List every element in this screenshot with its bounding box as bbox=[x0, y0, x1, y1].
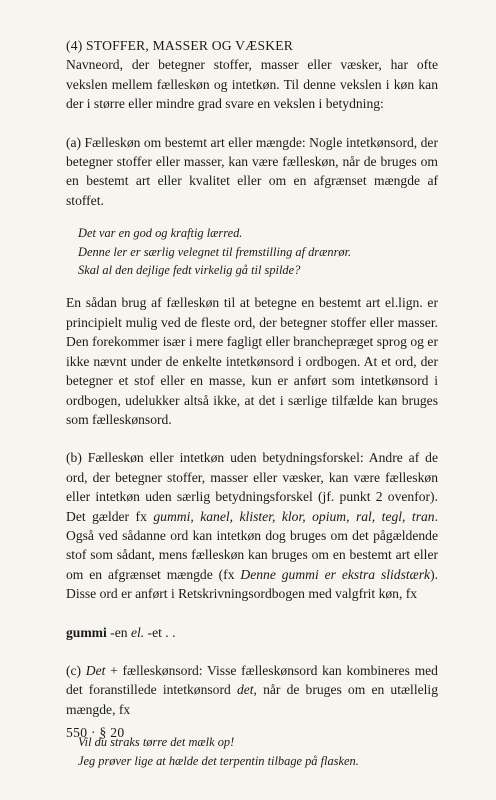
part-b-paragraph bbox=[66, 448, 438, 603]
entry-inflection: -et . . bbox=[144, 624, 176, 640]
part-b-inline-example: Denne gummi er ekstra slidstærk bbox=[240, 566, 431, 582]
part-b-text: (b) Fælleskøn eller intetkøn uden betydningsforskel: Andre af de ord, der betegner stoffer, masser eller væsker, kan være fælleskøn eller intetkøn uden særlig betydningsforskel (jf. punkt 2 ovenfor). Det gælder fx bbox=[66, 450, 438, 524]
part-b-text: . Også ved sådanne ord kan intetkøn dog bruges om det pågældende stof som sådant, mens fælleskøn kan bruges om en bestemt art eller om en afgrænset mængde (fx bbox=[66, 508, 438, 582]
part-c-examples bbox=[78, 733, 438, 770]
part-c-paragraph bbox=[66, 661, 438, 719]
part-a-followup: En sådan brug af fælleskøn til at betegne en bestemt art el.lign. er principielt mulig ved de fleste ord, der betegner stoffer eller masser. Den forekommer især i mere fagligt eller branchepræget sprog og er ikke nævnt under de enkelte intetkønsord i ordbogen. At et ord, der betegner et stof eller en masse, kun er anført som intetkønsord i ordbogen, udelukker altså ikke, at det i særlige tilfælde kan bruges som fælleskønsord. bbox=[66, 295, 438, 427]
example-line: Vil du straks tørre det mælk op! bbox=[78, 735, 235, 750]
part-a-examples bbox=[78, 224, 438, 279]
example-line: Denne ler er særlig velegnet til fremstilling af drænrør. bbox=[78, 244, 352, 259]
part-a-paragraph: (a) Fælleskøn om bestemt art eller mængde: Nogle intetkønsord, der betegner stoffer eller masser, kan være fælleskøn, når de bruges om en bestemt art eller kvalitet eller om en afgrænset mængde af stoffet. bbox=[66, 134, 438, 208]
entry-inflection: -en bbox=[106, 624, 131, 640]
section-heading: (4) STOFFER, MASSER OG VÆSKER bbox=[66, 38, 294, 53]
part-c-text: + fælleskønsord: Visse fælleskønsord kan kombineres med det foranstillede intetkønsord bbox=[66, 662, 438, 698]
part-c-det: Det bbox=[85, 662, 106, 678]
part-b-text: ). Disse ord er anført i Retskrivningsordbogen med valgfrit køn, fx bbox=[66, 566, 438, 602]
part-b-word-list: gummi, kanel, klister, klor, opium, ral, tegl, tran bbox=[153, 508, 435, 524]
part-c-text: , når de bruges om en utællelig mængde, fx bbox=[66, 682, 438, 717]
part-c-text: (c) bbox=[66, 662, 86, 678]
dictionary-entry bbox=[66, 623, 438, 642]
intro-paragraph: Navneord, der betegner stoffer, masser eller væsker, har ofte vekslen mellem fælleskøn og intetkøn. Til denne vekslen i køn kan der i større eller mindre grad svare en vekslen i betydning: bbox=[66, 57, 438, 112]
entry-el: el. bbox=[130, 624, 145, 640]
example-line: Skal al den dejlige fedt virkelig gå til spilde? bbox=[78, 263, 301, 278]
example-line: Det var en god og kraftig lærred. bbox=[78, 226, 243, 241]
text-column bbox=[66, 36, 438, 770]
entry-headword: gummi bbox=[66, 624, 107, 640]
example-line: Jeg prøver lige at hælde det terpentin tilbage på flasken. bbox=[78, 753, 359, 768]
part-c-det: det bbox=[236, 682, 254, 698]
page-folio: 550 · § 20 bbox=[66, 725, 125, 740]
